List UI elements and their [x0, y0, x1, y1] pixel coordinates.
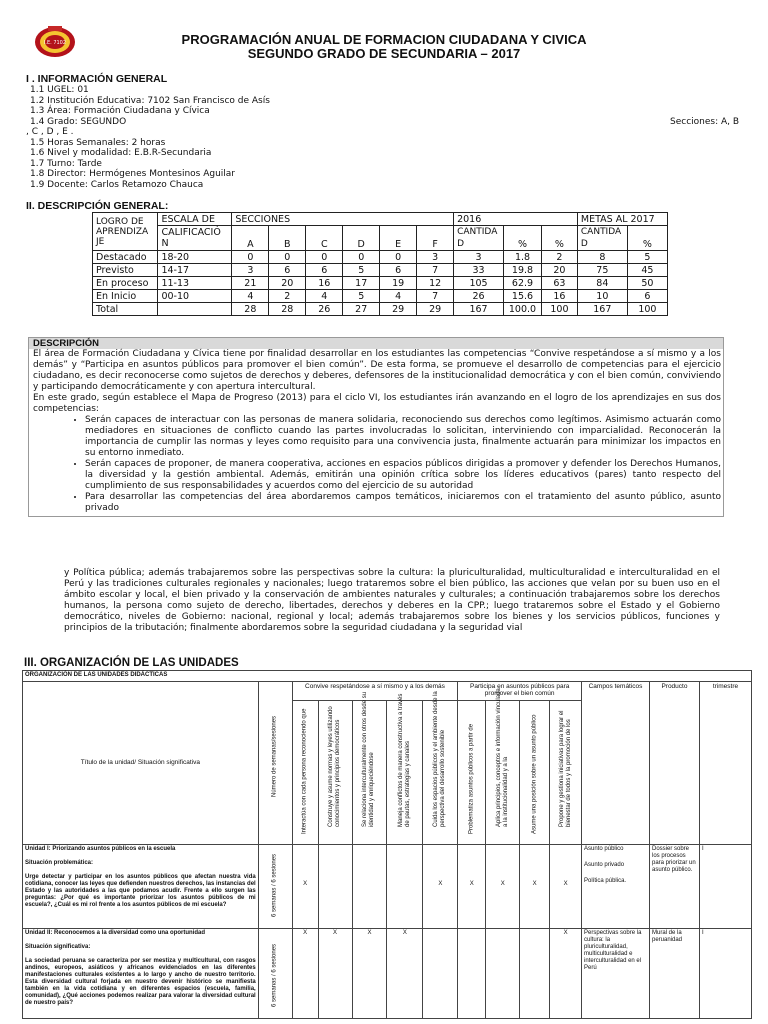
col-logro: LOGRO DE APRENDIZA JE	[96, 216, 149, 247]
description-p2: En este grado, según establece el Mapa de Progreso (2013) para el ciclo VI, los estudiantes irán avanzando en el logro de los aprendizajes en sus dos competencias:	[33, 393, 721, 414]
col-convive: Convive respetándose a sí mismo y a los demás	[292, 682, 458, 701]
unit-1-campo-1: Asunto público	[584, 846, 624, 852]
diag-row-scale	[158, 303, 232, 316]
diag-cell: 105	[454, 277, 504, 290]
col-2016: 2016	[454, 213, 578, 226]
capacity-label: Construye y asume normas y leyes utilizando conocimientos y principios democráticos	[328, 706, 342, 827]
capacity-label: Se relaciona interculturalmente con otros desde su identidad y enriqueciéndose	[362, 691, 376, 827]
info-nivel: 1.6 Nivel y modalidad: E.B.R-Secundaria	[30, 148, 212, 158]
capacity-label: Interactúa con cada persona reconociendo que	[301, 708, 308, 834]
unit-1-mark-9: X	[550, 845, 582, 929]
diag-cell: 7	[417, 264, 454, 277]
svg-text:I.E. 7102: I.E. 7102	[43, 40, 67, 46]
diag-cell: 2	[269, 290, 306, 303]
capacity-label: Asume una posición sobre un asunto público	[531, 714, 538, 834]
unit-2-mark-2: X	[318, 929, 352, 1019]
diag-cell: 0	[306, 251, 343, 264]
capacity-header	[520, 701, 550, 845]
unit-1-campo-3: Política pública.	[584, 878, 627, 884]
page-subtitle: SEGUNDO GRADO DE SECUNDARIA – 2017	[247, 46, 521, 61]
diag-cell: 3	[417, 251, 454, 264]
diag-cell: 20	[269, 277, 306, 290]
col-secciones: SECCIONES	[232, 213, 454, 226]
diag-cell: 12	[417, 277, 454, 290]
unit-2-situation-label: Situación significativa:	[25, 944, 91, 950]
unit-2-mark-6	[458, 929, 486, 1019]
diag-cell: 29	[417, 303, 454, 316]
unit-1-mark-6: X	[458, 845, 486, 929]
col-pct-1: %	[504, 238, 542, 251]
col-cantidad-2016: CANTIDA D	[454, 226, 504, 251]
info-area: 1.3 Área: Formación Ciudadana y Cívica	[30, 106, 210, 116]
info-docente: 1.9 Docente: Carlos Retamozo Chauca	[30, 179, 204, 190]
diag-cell: 1.8	[504, 251, 542, 264]
diag-cell: 5	[627, 251, 667, 264]
description-cont: y Política pública; además trabajaremos sobre las perspectivas sobre la cultura: la pluriculturalidad, multiculturalidad e interculturalidad en el Perú y las tradiciones culturales regionales y nacionales; luego trataremos sobre el bien público, las acciones que velan por su buen uso en el ámbito escolar y local, el bien privado y la conservación de ambientes naturales y culturales; a continuación trabajaremos sobre los derechos humanos, la persona como sujeto de derecho, libertades, derechos y deberes en la CPP.; luego trataremos sobre el Estado y el Gobierno democrático, niveles de Gobierno: nacional, regional y local; además trabajaremos sobre los bienes y los servicios públicos, funciones y principios de la tributación; finalmente abordaremos sobre la seguridad ciudadana y la seguridad vial	[64, 568, 720, 633]
diag-cell: 50	[627, 277, 667, 290]
unit-1-mark-2	[318, 845, 352, 929]
unit-1-cell	[23, 845, 259, 929]
diag-cell: 63	[542, 277, 578, 290]
diag-row-label: En Inicio	[93, 290, 158, 303]
col-trimestre: trimestre	[699, 682, 751, 845]
col-sec-c: C	[306, 238, 343, 251]
col-sec-f: F	[417, 238, 454, 251]
col-campos: Campos temáticos	[582, 682, 650, 845]
col-num-semanas: Número de semanas/sesiones	[271, 715, 278, 797]
diag-cell: 27	[343, 303, 380, 316]
unit-2-producto: Mural de la peruanidad	[649, 929, 699, 1019]
unit-2-mark-3: X	[352, 929, 387, 1019]
unit-2-weeks: 6 semanas / 6 sesiones	[271, 943, 278, 1007]
diag-cell: 100	[627, 303, 667, 316]
description-continuation	[64, 568, 720, 634]
capacity-label: Problematiza asuntos públicos a partir de	[468, 723, 475, 834]
page-title: PROGRAMACIÓN ANUAL DE FORMACION CIUDADANA Y CIVICA	[181, 32, 587, 47]
col-cantidad-2017: CANTIDA D	[577, 226, 627, 251]
col-sec-b: B	[269, 238, 306, 251]
unit-1-campo-2: Asunto privado	[584, 862, 625, 868]
diag-row-label: Total	[93, 303, 158, 316]
description-bullet-1: • Serán capaces de interactuar con las personas de manera solidaria, reconociendo sus derechos como legítimos. Asimismo actuarán como mediadores en situaciones de conflicto cuando las partes involucradas lo solicitan, interviniendo con imparcialidad. Reconocerán la importancia de cumplir las normas y leyes como requisito para una convivencia justa, finalmente actuarán para minimizar los impactos en su entorno inmediato.	[85, 415, 721, 459]
description-box	[28, 337, 724, 517]
diag-cell: 33	[454, 264, 504, 277]
diag-cell: 28	[232, 303, 269, 316]
diag-cell: 6	[627, 290, 667, 303]
diag-cell: 6	[269, 264, 306, 277]
diag-cell: 8	[577, 251, 627, 264]
capacity-header	[387, 693, 423, 845]
diag-row	[93, 303, 668, 316]
capacity-label: Propone y gestiona iniciativas para lograr el bienestar de todos y la promoción de los	[558, 710, 572, 827]
info-secciones-cont: , C , D , E .	[26, 127, 74, 137]
col-metas: METAS AL 2017	[577, 213, 667, 226]
unit-2-cell	[23, 929, 259, 1019]
capacity-header	[423, 691, 458, 845]
diag-row-scale: 14-17	[158, 264, 232, 277]
diag-cell: 0	[269, 251, 306, 264]
diag-cell: 5	[343, 290, 380, 303]
diag-cell: 17	[343, 277, 380, 290]
unit-2-mark-5	[423, 929, 458, 1019]
info-secciones: Secciones: A, B	[670, 117, 740, 127]
info-ie: 1.2 Institución Educativa: 7102 San Francisco de Asís	[30, 95, 270, 106]
diag-cell: 21	[232, 277, 269, 290]
diag-cell: 84	[577, 277, 627, 290]
col-escala-1: ESCALA DE	[158, 213, 232, 226]
unit-1-mark-8: X	[520, 845, 550, 929]
diag-cell: 16	[306, 277, 343, 290]
diag-cell: 167	[454, 303, 504, 316]
diag-cell: 19	[380, 277, 417, 290]
diag-row	[93, 277, 668, 290]
description-bullet-3: • Para desarrollar las competencias del área abordaremos campos temáticos, iniciaremos con el tratamiento del asunto público, asunto privado	[85, 492, 721, 514]
diag-cell: 26	[454, 290, 504, 303]
capacity-header	[550, 701, 582, 845]
diagnostic-table	[92, 212, 668, 316]
unit-2-mark-1: X	[292, 929, 318, 1019]
diag-heading: II. DESCRIPCIÓN GENERAL:	[26, 200, 169, 212]
diag-cell: 6	[380, 264, 417, 277]
diag-row-scale: 00-10	[158, 290, 232, 303]
diag-cell: 10	[577, 290, 627, 303]
units-heading: III. ORGANIZACIÓN DE LAS UNIDADES	[24, 657, 239, 669]
col-pct-3: %	[627, 238, 667, 251]
diag-cell: 7	[417, 290, 454, 303]
diag-row-label: En proceso	[93, 277, 158, 290]
info-block-2	[26, 127, 235, 190]
diag-cell: 2	[542, 251, 578, 264]
description-heading: DESCRIPCIÓN	[29, 338, 723, 349]
col-sec-e: E	[380, 238, 417, 251]
units-caption: ORGANIZACIÓN DE LAS UNIDADES DIDÁCTICAS	[23, 671, 752, 682]
capacity-label: Maneja conflictos de manera constructiva a través de pautas, estrategias y canales	[397, 693, 411, 827]
diag-cell: 167	[577, 303, 627, 316]
diag-cell: 3	[232, 264, 269, 277]
diag-cell: 16	[542, 290, 578, 303]
diag-row-scale: 18-20	[158, 251, 232, 264]
diag-cell: 4	[306, 290, 343, 303]
capacity-header	[292, 701, 318, 845]
diag-cell: 4	[380, 290, 417, 303]
info-horas: 1.5 Horas Semanales: 2 horas	[30, 137, 166, 148]
unit-1-situation: Urge detectar y participar en los asuntos públicos que afectan nuestra vida cotidiana, conocer las leyes que defienden nuestros derechos, las instancias del Estado y las autoridades a las que podamos acudir. Frente a ello surgen las preguntas: ¿Por qué es importante priorizar los asuntos públicos de mi escuela?, ¿Cuál es mi rol frente a los asuntos públicos de mi escuela?	[25, 874, 256, 908]
description-p1: El área de Formación Ciudadana y Cívica tiene por finalidad desarrollar en los estudiantes las competencias “Convive respetándose a sí mismo y a los demás” y “Participa en asuntos públicos para promover el bien común”. De esta forma, se promueve el desarrollo de competencias para el ejercicio ciudadano, es decir reconocerse como sujetos de derechos y deberes, defensores de la institucionalidad democrática y con el bien común, conviviendo y participando democráticamente y con apertura intercultural.	[33, 349, 721, 392]
diag-cell: 100	[542, 303, 578, 316]
diag-row-label: Previsto	[93, 264, 158, 277]
diag-cell: 75	[577, 264, 627, 277]
diag-cell: 6	[306, 264, 343, 277]
diag-cell: 0	[380, 251, 417, 264]
diag-row-scale: 11-13	[158, 277, 232, 290]
col-sec-d: D	[343, 238, 380, 251]
info-turno: 1.7 Turno: Tarde	[30, 158, 102, 169]
diag-cell: 45	[627, 264, 667, 277]
capacity-header	[458, 701, 486, 845]
unit-1-producto: Dossier sobre los procesos para priorizar un asunto público.	[649, 845, 699, 929]
diag-cell: 0	[343, 251, 380, 264]
diag-cell: 4	[232, 290, 269, 303]
unit-1-mark-7: X	[486, 845, 520, 929]
diag-row-label: Destacado	[93, 251, 158, 264]
info-ugel: 1.1 UGEL: 01	[30, 85, 89, 95]
diag-cell: 62.9	[504, 277, 542, 290]
col-pct-2: %	[542, 238, 578, 251]
description-bullet-2: • Serán capaces de proponer, de manera cooperativa, acciones en espacios públicos dirigidas a promover y defender los Derechos Humanos, la diversidad y la gestión ambiental. Además, emitirán una opinión crítica sobre los líderes educativos (pares) tanto respecto del cumplimiento de sus responsabilidades y acuerdos como del ejercicio de su autoridad	[85, 459, 721, 492]
unit-2-mark-9: X	[550, 929, 582, 1019]
col-producto: Producto	[649, 682, 699, 845]
unit-1-weeks: 6 semanas / 6 sesiones	[271, 853, 278, 917]
col-participa: Participa en asuntos públicos para promover el bien común	[458, 682, 582, 701]
diag-cell: 19.8	[504, 264, 542, 277]
unit-1-situation-label: Situación problemática:	[25, 860, 94, 866]
diag-cell: 20	[542, 264, 578, 277]
unit-2-title: Unidad II: Reconocemos a la diversidad como una oportunidad	[25, 930, 206, 936]
col-titulo-unidad: Título de la unidad/ Situación significativa	[80, 759, 200, 766]
diag-cell: 3	[454, 251, 504, 264]
unit-2-trimestre: I	[699, 929, 751, 1019]
unit-2-mark-4: X	[387, 929, 423, 1019]
unit-1-mark-5: X	[423, 845, 458, 929]
unit-1-campos	[582, 845, 650, 929]
unit-1-mark-4	[387, 845, 423, 929]
diag-cell: 29	[380, 303, 417, 316]
capacity-header	[318, 701, 352, 845]
info-director: 1.8 Director: Hermógenes Montesinos Aguilar	[30, 169, 236, 179]
diag-cell: 28	[269, 303, 306, 316]
diag-row	[93, 264, 668, 277]
unit-2-situation: La sociedad peruana se caracteriza por ser mestiza y multicultural, con rasgos andinos, europeos, asiáticos y africanos evidenciados en las diferentes manifestaciones culturales existentes a lo largo y ancho de nuestro territorio. Esta diversidad cultural forjada en nuestro devenir histórico se manifiesta también en la vida cotidiana y en diferentes espacios (escuela, familia, comunidad), ¿Qué acciones podemos realizar para valorar la diversidad cultural de nuestro país?	[25, 958, 256, 1006]
diag-row	[93, 290, 668, 303]
diag-cell: 100.0	[504, 303, 542, 316]
capacity-header	[352, 691, 387, 845]
diag-cell: 26	[306, 303, 343, 316]
units-table	[22, 670, 752, 1019]
unit-2-mark-8	[520, 929, 550, 1019]
capacity-label: Cuida los espacios públicos y el ambiente desde la perspectiva del desarrollo sostenible	[433, 691, 447, 827]
info-heading: I . INFORMACIÓN GENERAL	[26, 73, 168, 85]
diag-row	[93, 251, 668, 264]
unit-2-mark-7	[486, 929, 520, 1019]
capacity-header	[486, 688, 520, 845]
diag-cell: 15.6	[504, 290, 542, 303]
diag-cell: 0	[232, 251, 269, 264]
unit-1-title: Unidad I: Priorizando asuntos públicos en la escuela	[25, 846, 176, 852]
info-grado: 1.4 Grado: SEGUNDO	[30, 116, 127, 127]
unit-2-campos: Perspectivas sobre la cultura: la pluriculturalidad, multiculturalidad e interculturalidad en el Perú	[582, 929, 650, 1019]
capacity-label: Aplica principios, conceptos e información vinculada a la institucionalidad y a la	[495, 688, 509, 827]
col-sec-a: A	[232, 238, 269, 251]
unit-1-mark-3	[352, 845, 387, 929]
diag-cell: 5	[343, 264, 380, 277]
info-block	[30, 85, 270, 127]
unit-1-trimestre: I	[699, 845, 751, 929]
unit-1-mark-1: X	[292, 845, 318, 929]
col-escala-2: CALIFICACIÓ N	[158, 226, 232, 251]
